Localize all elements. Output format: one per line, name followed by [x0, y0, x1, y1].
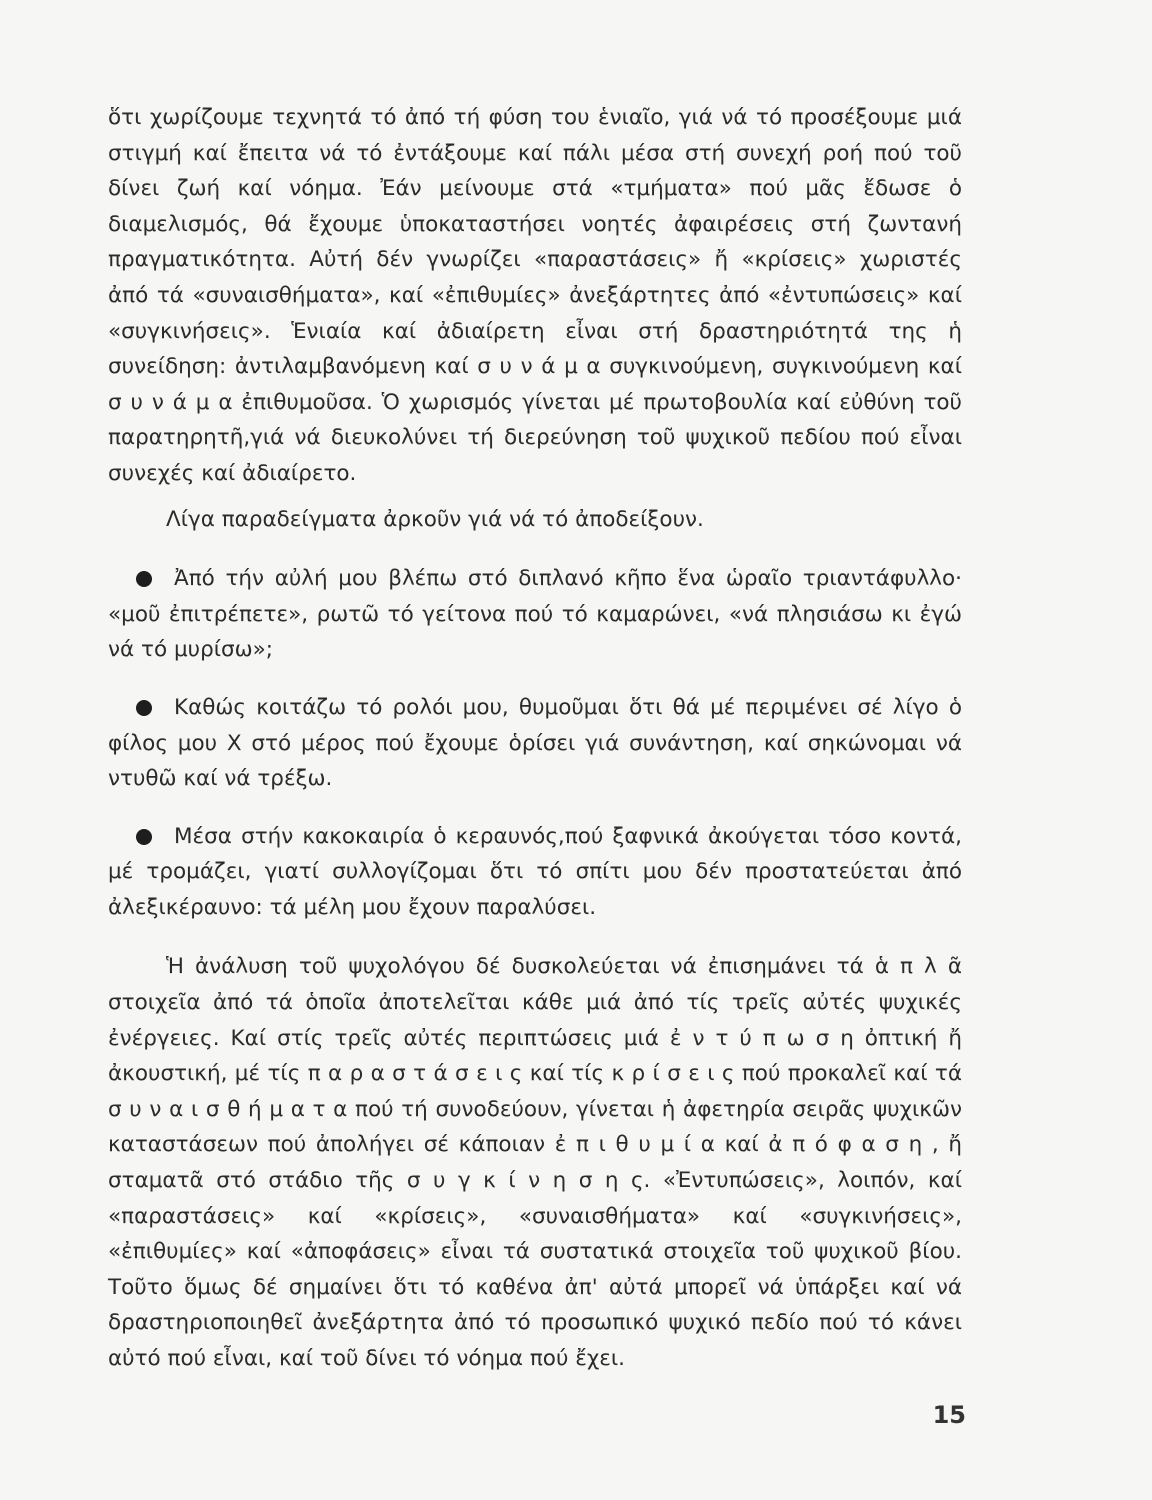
bullet-text-1: Ἀπό τήν αὐλή μου βλέπω στό διπλανό κῆπο ἕνα ὡραῖο τριαντάφυλλο· «μοῦ ἐπιτρέπετε», ρωτῶ τό γείτονα πού τό καμαρώνει, «νά πλησιάσω κι ἐγώ νά τό μυρίσω»;	[108, 566, 962, 663]
paragraph-intro: ὅτι χωρίζουμε τεχνητά τό ἀπό τή φύση του ἑνιαῖο, γιά νά τό προσέξουμε μιά στιγμή καί ἔπειτα νά τό ἐντάξουμε καί πάλι μέσα στή συνεχή ροή πού τοῦ δίνει ζωή καί νόημα. Ἐάν μείνουμε στά «τμήματα» πού μᾶς ἔδωσε ὁ διαμελισμός, θά ἔχουμε ὑποκαταστήσει νοητές ἀφαιρέσεις στή ζωντανή πραγματικότητα. Αὐτή δέν γνωρίζει «παραστάσεις» ἤ «κρίσεις» χωριστές ἀπό τά «συναισθήματα», καί «ἐπιθυμίες» ἀνεξάρτητες ἀπό «ἐντυπώσεις» καί «συγκινήσεις». Ἑνιαία καί ἀδιαίρετη εἶναι στή δραστηριότητά της ἡ συνείδηση: ἀντιλαμβανόμενη καί σ υ ν ά μ α συγκινούμενη, συγκινούμενη καί σ υ ν ά μ α ἐπιθυμοῦσα. Ὁ χωρισμός γίνεται μέ πρωτοβουλία καί εὐθύνη τοῦ παρατηρητῆ,γιά νά διευκολύνει τή διερεύνηση τοῦ ψυχικοῦ πεδίου πού εἶναι συνεχές καί ἀδιαίρετο.	[108, 105, 962, 486]
bullet-item-3	[108, 819, 962, 926]
bullet-text-3: Μέσα στήν κακοκαιρία ὁ κεραυνός,πού ξαφνικά ἀκούγεται τόσο κοντά, μέ τρομάζει, γιατί συλλογίζομαι ὅτι τό σπίτι μου δέν προστατεύεται ἀπό ἀλεξικέραυνο: τά μέλη μου ἔχουν παραλύσει.	[108, 823, 962, 920]
bullet-icon	[136, 571, 152, 587]
paragraph-analysis: Ἡ ἀνάλυση τοῦ ψυχολόγου δέ δυσκολεύεται νά ἐπισημάνει τά ἁ π λ ᾶ στοιχεῖα ἀπό τά ὁποῖα ἀποτελεῖται κάθε μιά ἀπό τίς τρεῖς αὐτές ψυχικές ἐνέργειες. Καί στίς τρεῖς αὐτές περιπτώσεις μιά ἐ ν τ ύ π ω σ η ὀπτική ἤ ἀκουστική, μέ τίς π α ρ α σ τ ά σ ε ι ς καί τίς κ ρ ί σ ε ι ς πού προκαλεῖ καί τά σ υ ν α ι σ θ ή μ α τ α πού τή συνοδεύουν, γίνεται ἡ ἀφετηρία σειρᾶς ψυχικῶν καταστάσεων πού ἀπολήγει σέ κάποιαν ἐ π ι θ υ μ ί α καί ἀ π ό φ α σ η , ἤ σταματᾶ στό στάδιο τῆς σ υ γ κ ί ν η σ η ς. «Ἐντυπώσεις», λοιπόν, καί «παραστάσεις» καί «κρίσεις», «συναισθήματα» καί «συγκινήσεις», «ἐπιθυμίες» καί «ἀποφάσεις» εἶναι τά συστατικά στοιχεῖα τοῦ ψυχικοῦ βίου. Τοῦτο ὅμως δέ σημαίνει ὅτι τό καθένα ἀπ' αὐτά μπορεῖ νά ὑπάρξει καί νά δραστηριοποιηθεῖ ἀνεξάρτητα ἀπό τό προσωπικό ψυχικό πεδίο πού τό κάνει αὐτό πού εἶναι, καί τοῦ δίνει τό νόημα πού ἔχει.	[108, 954, 962, 1371]
bullet-item-1	[108, 561, 962, 668]
bullet-text-2: Καθώς κοιτάζω τό ρολόι μου, θυμοῦμαι ὅτι θά μέ περιμένει σέ λίγο ὁ φίλος μου Χ στό μέρος πού ἔχουμε ὁρίσει γιά συνάντηση, καί σηκώνομαι νά ντυθῶ καί νά τρέξω.	[108, 694, 962, 792]
page-number: 15	[932, 1401, 966, 1429]
paragraph-examples-lead: Λίγα παραδείγματα ἀρκοῦν γιά νά τό ἀποδείξουν.	[166, 506, 704, 532]
body-text	[108, 100, 962, 1377]
bullet-item-2	[108, 690, 962, 797]
bullet-icon	[136, 700, 152, 716]
bullet-icon	[136, 829, 152, 845]
